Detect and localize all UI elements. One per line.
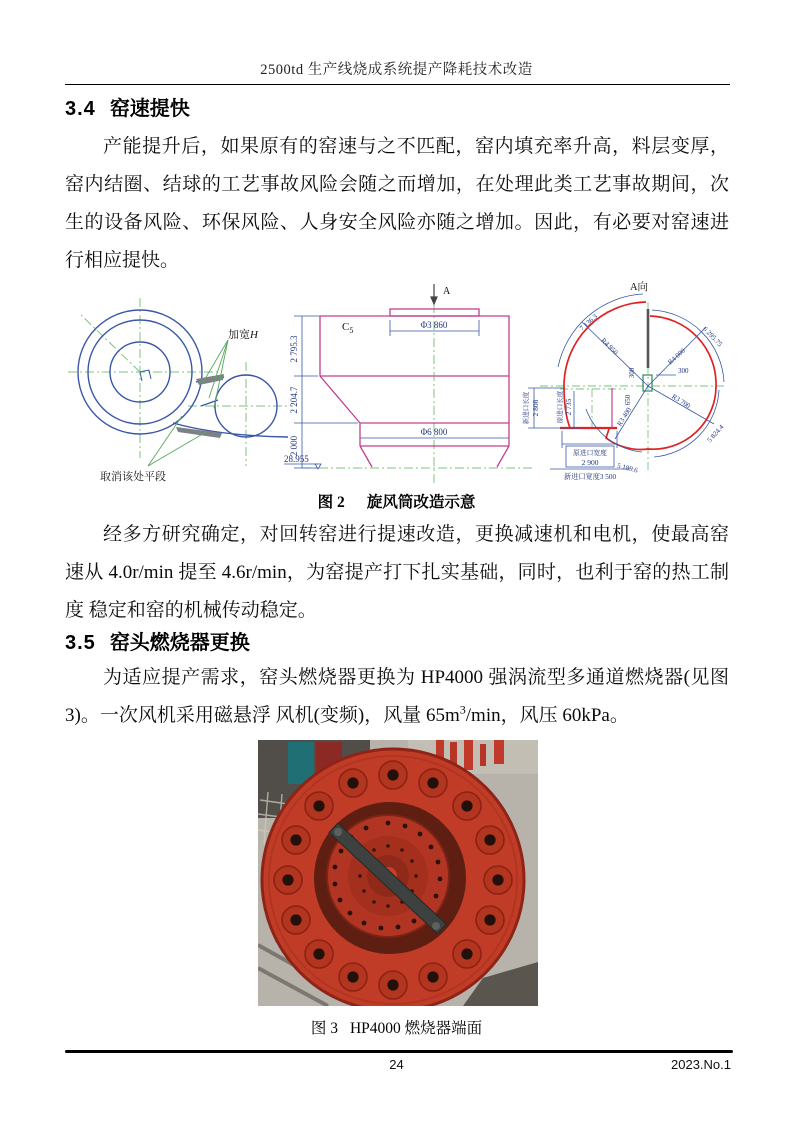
figure-2-caption-label: 图 2	[317, 494, 345, 511]
burner-flange	[262, 749, 524, 1006]
heading-3-4-title: 窑速提快	[109, 98, 190, 120]
page-number: 24	[389, 1057, 404, 1072]
cyclone-volute-sketch	[60, 286, 295, 486]
footer-rule	[65, 1050, 733, 1053]
radius-lower-left: R3 400	[615, 406, 634, 428]
radius-right: R3 700	[670, 392, 692, 411]
issue-number: 2023.No.1	[671, 1057, 731, 1072]
heading-3-4-number: 3.4	[65, 98, 96, 120]
arc-bottom: 5 189.6	[616, 461, 639, 475]
figure-2-diagrams	[60, 280, 736, 486]
dim-300-vertical: 300	[628, 367, 636, 379]
view-arrow-a	[431, 284, 437, 304]
figure-3-caption	[65, 1016, 728, 1038]
orig-inlet-length-value: 2 735	[564, 398, 573, 416]
new-inlet-width-label: 新进口宽度3 500	[563, 473, 617, 481]
figure-3-photo	[258, 740, 538, 1006]
cubic-superscript: 3	[459, 702, 466, 717]
orig-inlet-width-label: 原进口宽度	[573, 450, 607, 457]
orig-inlet-width-value: 2 900	[581, 458, 599, 467]
arc-bottom-right: 5 824.4	[705, 423, 726, 445]
running-header: 2500td 生产线烧成系统提产降耗技术改造	[260, 62, 533, 78]
elevation-label: 28.955	[284, 454, 309, 464]
widen-label: 加宽H	[228, 329, 258, 341]
cancel-flat-label: 取消该处平段	[100, 471, 166, 483]
dimension-labels	[284, 320, 448, 464]
figure-3-caption-label: 图 3	[310, 1020, 338, 1037]
view-a-spiral-diagram	[520, 276, 736, 491]
heading-3-5-title: 窑头燃烧器更换	[109, 632, 250, 654]
centerlines	[540, 302, 726, 472]
dim-300-horizontal: 300	[678, 367, 689, 375]
burner-text-2: /min，风压 60kPa。	[465, 705, 629, 726]
view-a-direction-label: A向	[629, 282, 649, 293]
dim-h2: 2 204.7	[289, 386, 299, 414]
burner-text-1: 为适应提产需求，窑头燃烧器更换为 HP4000 强涡流型多通道燃烧器(见图 3)。一次风机采用磁悬浮 风机(变频)，风量 65m	[65, 667, 729, 726]
header-rule	[65, 84, 730, 85]
figure-2-caption	[65, 490, 728, 512]
new-inlet-length-value: 2 808	[531, 399, 540, 417]
view-a-label: A	[443, 286, 451, 297]
orig-inlet-length-label: 原进口长度	[557, 390, 564, 424]
dim-dia-top: Φ3 860	[420, 320, 448, 330]
cyclone-section-diagram	[282, 276, 534, 491]
heading-3-5-number: 3.5	[65, 632, 96, 654]
figure-3-caption-text: HP4000 燃烧器端面	[349, 1020, 483, 1037]
dim-h3: 2 000	[289, 435, 299, 457]
heading-3-4	[65, 92, 190, 121]
paragraph-burner	[65, 659, 729, 735]
burner-photo-svg	[258, 740, 538, 1006]
dim-h1: 2 795.3	[289, 335, 299, 363]
leader-lines	[148, 340, 228, 466]
dimension-arcs	[528, 294, 724, 469]
new-inlet-length-label: 新进口长度	[523, 391, 530, 425]
stage-c5-label: $C_5$	[342, 321, 354, 335]
dim-650: 650	[624, 394, 632, 406]
arc-top-right: 6 295.75	[701, 324, 724, 349]
paragraph-kiln-speed: 产能提升后，如果原有的窑速与之不匹配，窑内填充率升高，料层变厚，窑内结圈、结球的工艺事故风险会随之而增加，在处理此类工艺事故期间，次生的设备风险、环保风险、人身安全风险亦随之增加。因此，有必要对窑速进行相应提快。	[65, 136, 729, 271]
dim-dia-mid: Φ6 800	[420, 427, 448, 437]
radius-upper-left: R4 950	[599, 336, 620, 357]
figure-2-caption-text: 旋风筒改造示意	[366, 494, 476, 511]
heading-3-5	[65, 626, 250, 655]
paragraph-speed-upgrade: 经多方研究确定，对回转窑进行提速改造，更换减速机和电机，使最高窑速从 4.0r/min 提至 4.6r/min，为窑提产打下扎实基础，同时，也利于窑的热工制度 稳定和窑的机械传动稳定。	[65, 524, 729, 621]
arc-top-left: 7 136.3	[578, 312, 600, 333]
radius-upper-right: R4 000	[666, 346, 687, 367]
